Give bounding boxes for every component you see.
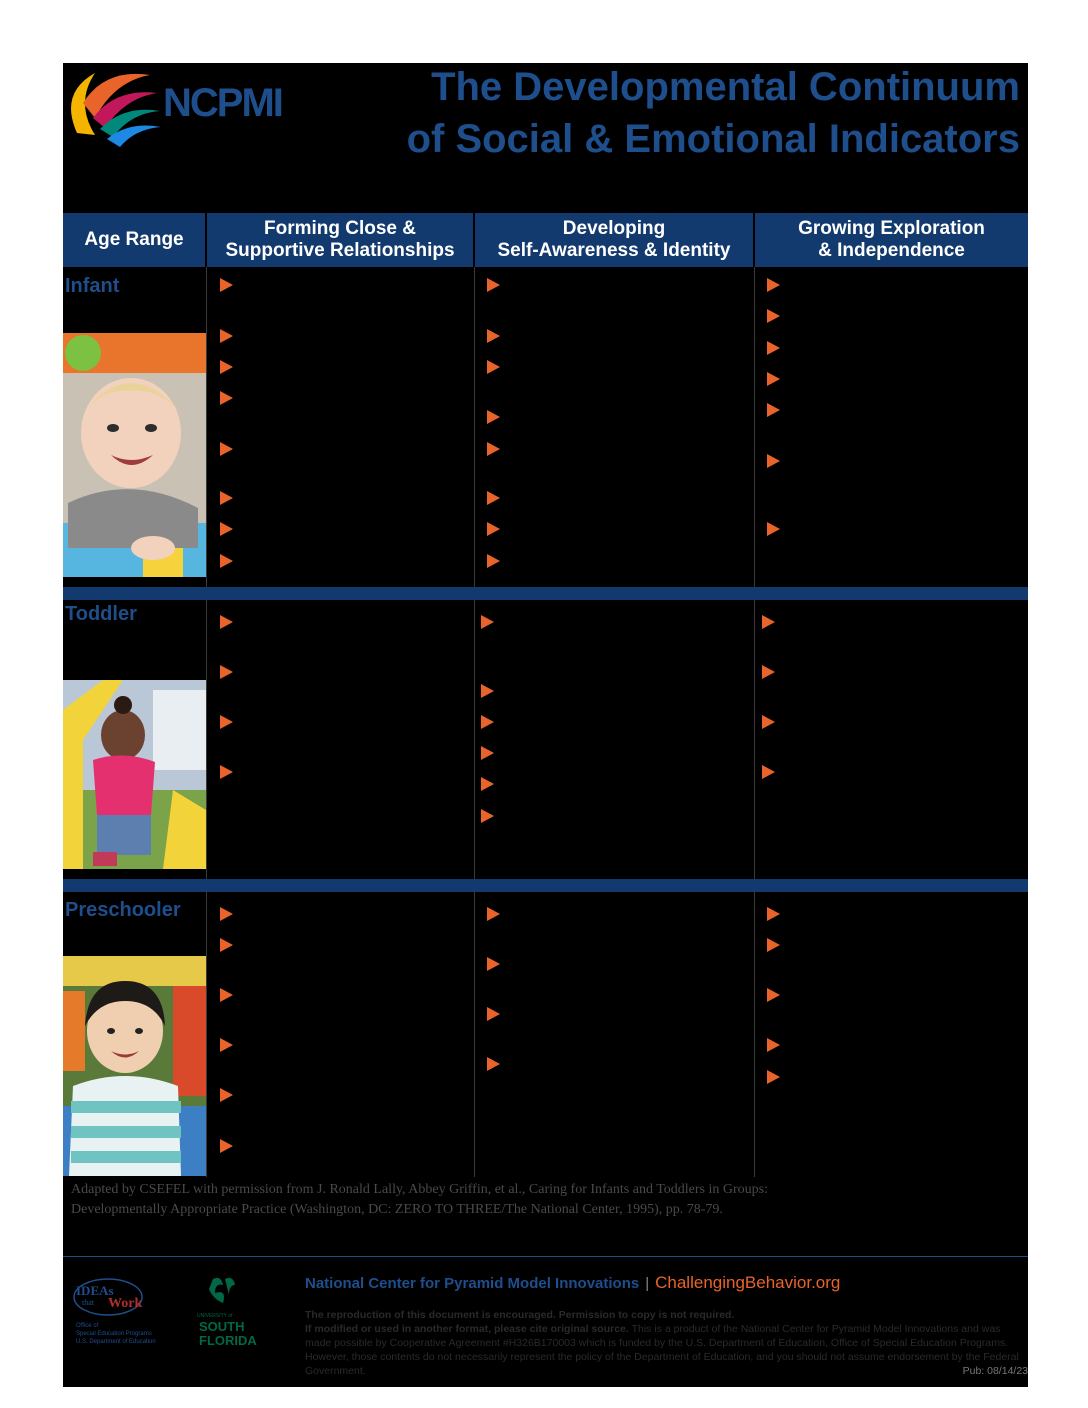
ideas-logo-line3: Work	[108, 1296, 143, 1311]
toddler-self-awareness-bullet	[481, 746, 494, 760]
infant-self-awareness-bullet	[487, 329, 500, 343]
toddler-exploration-bullet	[762, 765, 775, 779]
ncpmi-logo-text: NCPMI	[163, 81, 282, 125]
adapted-citation: Adapted by CSEFEL with permission from J. Ronald Lally, Abbey Griffin, et al., Caring for Infants and Toddlers in Groups: Developmentally Appropriate Practice (Washington, DC: ZERO TO THREE/The National Center, 1995), pp. 78-79.	[71, 1182, 768, 1217]
infant-exploration-bullet	[767, 309, 780, 323]
section-separator	[63, 587, 1028, 600]
ideas-that-work-logo-icon	[68, 1275, 158, 1355]
header-self-awareness: Developing Self-Awareness & Identity	[475, 213, 753, 267]
infant-relationships-bullet	[220, 442, 233, 456]
section-separator	[63, 879, 1028, 892]
preschooler-self-awareness-bullet	[487, 1057, 500, 1071]
preschooler-exploration-bullet	[767, 1070, 780, 1084]
age-label-preschooler: Preschooler	[65, 899, 181, 921]
infant-self-awareness-bullet	[487, 442, 500, 456]
column-divider	[754, 267, 755, 1177]
column-divider	[474, 267, 475, 1177]
toddler-self-awareness-bullet	[481, 809, 494, 823]
infant-self-awareness-bullet	[487, 360, 500, 374]
infant-self-awareness-bullet	[487, 491, 500, 505]
title-line-2: of Social & Emotional Indicators	[406, 117, 1020, 161]
preschooler-exploration-bullet	[767, 988, 780, 1002]
infant-exploration-bullet	[767, 454, 780, 468]
header-age-range: Age Range	[63, 213, 205, 267]
infant-exploration-bullet	[767, 278, 780, 292]
infant-self-awareness-bullet	[487, 554, 500, 568]
title-line-1: The Developmental Continuum	[431, 65, 1020, 109]
ideas-logo-sub2: Special Education Programs	[76, 1331, 152, 1337]
toddler-relationships-bullet	[220, 615, 233, 629]
reproduction-notice: The reproduction of this document is encouraged. Permission to copy is not required. If modified or used in another format, please cite original source. This is a product of the National Center for Pyramid Model Innovations and was made possible by Cooperative Agreement #H326B170003 which is funded by the U.S. Department of Education, Office of Special Education Programs. However, those contents do not necessarily represent the policy of the Department of Education, and you should not assume endorsement by the Federal Government.	[305, 1309, 1019, 1377]
infant-relationships-bullet	[220, 554, 233, 568]
usf-logo-line3: FLORIDA	[199, 1333, 257, 1348]
toddler-relationships-bullet	[220, 765, 233, 779]
publication-date: Pub: 08/14/23	[962, 1365, 1028, 1377]
infant-photo	[63, 333, 206, 577]
toddler-exploration-bullet	[762, 615, 775, 629]
infant-relationships-bullet	[220, 329, 233, 343]
age-label-toddler: Toddler	[65, 603, 137, 625]
column-divider	[206, 267, 207, 1177]
age-label-infant: Infant	[65, 275, 120, 297]
preschooler-relationships-bullet	[220, 938, 233, 952]
infant-relationships-bullet	[220, 391, 233, 405]
ideas-logo-sub3: U.S. Department of Education	[76, 1339, 156, 1345]
preschooler-relationships-bullet	[220, 1038, 233, 1052]
toddler-self-awareness-bullet	[481, 777, 494, 791]
preschooler-relationships-bullet	[220, 1139, 233, 1153]
infant-exploration-bullet	[767, 372, 780, 386]
toddler-exploration-bullet	[762, 665, 775, 679]
toddler-photo	[63, 680, 206, 869]
center-name-line	[305, 1273, 840, 1293]
preschooler-relationships-bullet	[220, 988, 233, 1002]
toddler-self-awareness-bullet	[481, 684, 494, 698]
website-link[interactable]: ChallengingBehavior.org	[655, 1273, 841, 1292]
document-sheet	[63, 63, 1028, 1387]
infant-self-awareness-bullet	[487, 522, 500, 536]
infant-exploration-bullet	[767, 403, 780, 417]
preschooler-exploration-bullet	[767, 1038, 780, 1052]
toddler-self-awareness-bullet	[481, 715, 494, 729]
preschooler-self-awareness-bullet	[487, 957, 500, 971]
preschooler-relationships-bullet	[220, 907, 233, 921]
ideas-logo-sub1: Office of	[76, 1323, 99, 1329]
infant-exploration-bullet	[767, 341, 780, 355]
infant-relationships-bullet	[220, 522, 233, 536]
infant-self-awareness-bullet	[487, 410, 500, 424]
ideas-logo-line1: IDEAs	[76, 1283, 114, 1298]
footer-divider	[63, 1256, 1028, 1257]
usf-logo-icon	[193, 1275, 263, 1355]
usf-logo-line1: UNIVERSITY of	[197, 1313, 233, 1319]
header-exploration: Growing Exploration & Independence	[755, 213, 1028, 267]
infant-relationships-bullet	[220, 278, 233, 292]
center-name: National Center for Pyramid Model Innovations	[305, 1275, 640, 1292]
preschooler-exploration-bullet	[767, 938, 780, 952]
preschooler-self-awareness-bullet	[487, 907, 500, 921]
preschooler-self-awareness-bullet	[487, 1007, 500, 1021]
header-relationships: Forming Close & Supportive Relationships	[207, 213, 473, 267]
toddler-relationships-bullet	[220, 715, 233, 729]
page-title	[407, 63, 1020, 165]
footer-separator: |	[645, 1275, 650, 1292]
preschooler-exploration-bullet	[767, 907, 780, 921]
infant-relationships-bullet	[220, 491, 233, 505]
toddler-self-awareness-bullet	[481, 615, 494, 629]
infant-relationships-bullet	[220, 360, 233, 374]
infant-exploration-bullet	[767, 522, 780, 536]
infant-self-awareness-bullet	[487, 278, 500, 292]
usf-logo-line2: SOUTH	[199, 1319, 245, 1334]
preschooler-photo	[63, 956, 206, 1176]
ideas-logo-line2: that	[82, 1298, 94, 1307]
preschooler-relationships-bullet	[220, 1088, 233, 1102]
toddler-relationships-bullet	[220, 665, 233, 679]
toddler-exploration-bullet	[762, 715, 775, 729]
